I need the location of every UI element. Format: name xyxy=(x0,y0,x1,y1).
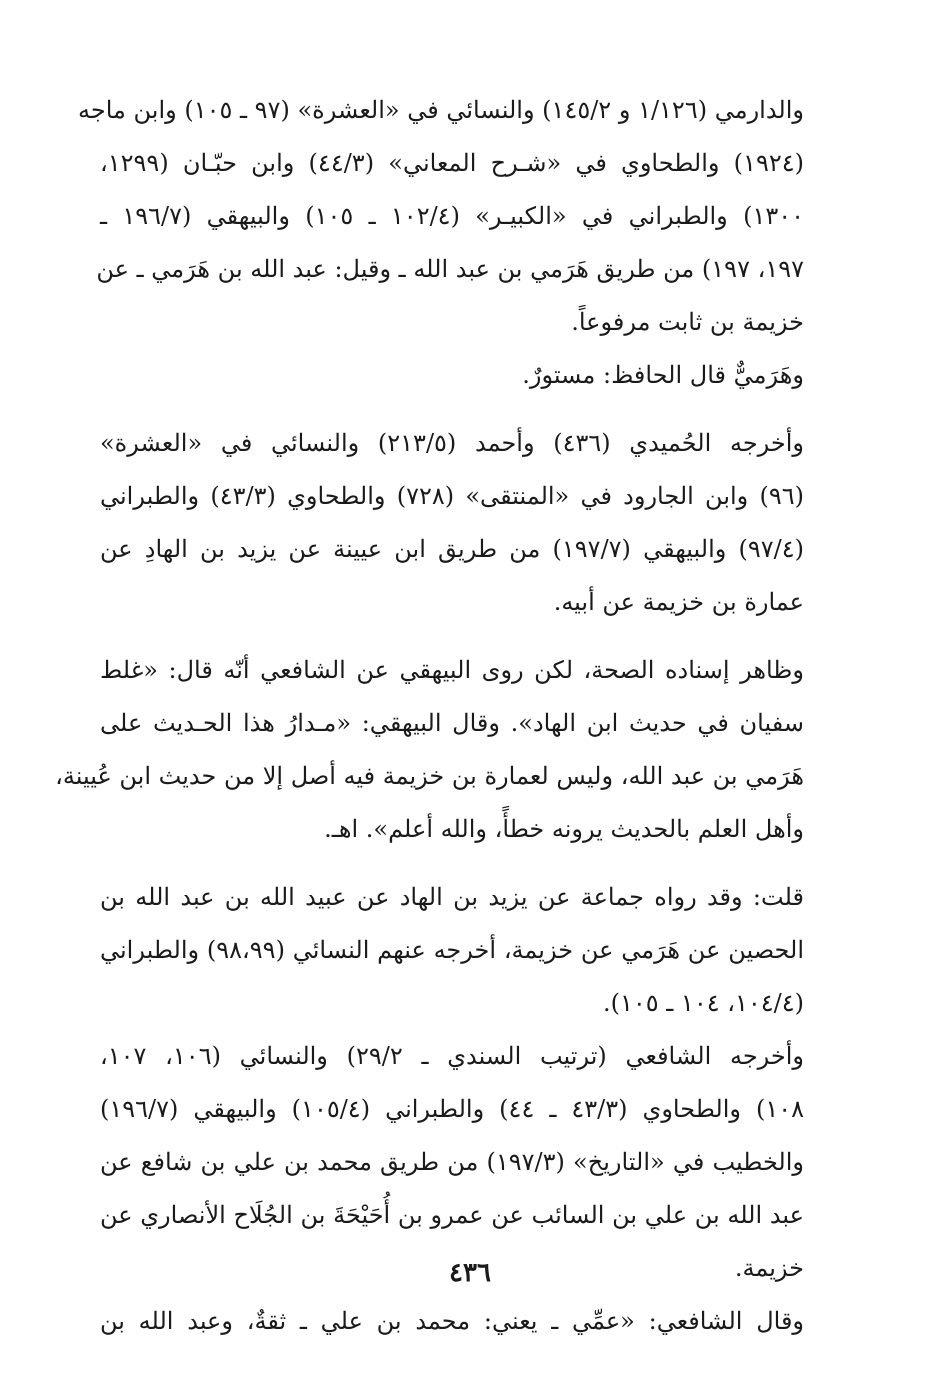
text-line: (٩٦) وابن الجارود في «المنتقى» (٧٢٨) والطحاوي (٤٣/٣) والطبراني xyxy=(100,482,805,510)
text-line: (١٩٢٤) والطحاوي في «شـرح المعاني» (٤٤/٣) وابن حبّـان (١٢٩٩، xyxy=(100,149,804,177)
paragraph xyxy=(100,349,804,402)
text-line: وظاهر إسناده الصحة، لكن روى البيهقي عن الشافعي أنّه قال: «غلط xyxy=(100,656,804,684)
text-line: والخطيب في «التاريخ» (١٩٧/٣) من طريق محمد بن علي بن شافع عن xyxy=(100,1148,805,1176)
text-line: ١٣٠٠) والطبراني في «الكبيـر» (١٠٢/٤ ـ ١٠٥) والبيهقي (١٩٦/٧ ـ xyxy=(100,202,804,230)
text-line: والدارمي (١/١٢٦ و ١٤٥/٢) والنسائي في «العشرة» (٩٧ ـ ١٠٥) وابن ماجه xyxy=(78,96,804,124)
text-line: ١٠٨) والطحاوي (٤٣/٣ ـ ٤٤) والطبراني (١٠٥/٤) والبيهقي (١٩٦/٧) xyxy=(100,1095,805,1123)
text-line: وأخرجه الشافعي (ترتيب السندي ـ ٢٩/٢) والنسائي (١٠٦، ١٠٧، xyxy=(100,1042,805,1070)
text-line: الحصين عن هَرَمي عن خزيمة، أخرجه عنهم النسائي (٩٨،٩٩) والطبراني xyxy=(100,936,804,964)
text-line: وهَرَميٌّ قال الحافظ: مستورٌ. xyxy=(522,361,804,389)
page-body xyxy=(55,84,805,1348)
paragraph xyxy=(55,644,804,856)
text-line: ١٩٧، ١٩٧) من طريق هَرَمي بن عبد الله ـ وقيل: عبد الله بن هَرَمي ـ عن xyxy=(96,255,804,283)
page-number: ٤٣٦ xyxy=(449,1258,491,1288)
text-line: وأهل العلم بالحديث يرونه خطأً، والله أعلم». اهـ. xyxy=(324,815,804,843)
text-line: (١٠٤/٤، ١٠٤ ـ ١٠٥). xyxy=(602,989,804,1017)
text-line: خزيمة. xyxy=(734,1254,804,1282)
text-line: عمارة بن خزيمة عن أبيه. xyxy=(553,588,804,616)
paragraph xyxy=(78,84,804,349)
paragraph xyxy=(100,417,804,629)
text-line: قلت: وقد رواه جماعة عن يزيد بن الهاد عن عبيد الله بن عبد الله بن xyxy=(100,883,804,911)
paragraph xyxy=(100,871,804,1030)
text-line: خزيمة بن ثابت مرفوعاً. xyxy=(571,308,804,336)
paragraph xyxy=(100,1030,804,1295)
text-line: وقال الشافعي: «عمِّي ـ يعني: محمد بن علي ـ ثقةٌ، وعبد الله بن xyxy=(100,1307,804,1335)
paragraph xyxy=(100,1295,804,1348)
text-line: (٩٧/٤) والبيهقي (١٩٧/٧) من طريق ابن عيينة عن يزيد بن الهادِ عن xyxy=(100,535,804,563)
text-line: سفيان في حديث ابن الهاد». وقال البيهقي: «مـدارُ هذا الحـديث على xyxy=(100,709,804,737)
text-line: هَرَمي بن عبد الله، وليس لعمارة بن خزيمة فيه أصل إلا من حديث ابن عُيينة، xyxy=(55,762,804,790)
text-line: عبد الله بن علي بن السائب عن عمرو بن أُحَيْحَةَ بن الجُلَاح الأنصاري عن xyxy=(100,1201,804,1229)
text-line: وأخرجه الحُميدي (٤٣٦) وأحمد (٢١٣/٥) والنسائي في «العشرة» xyxy=(100,429,804,457)
